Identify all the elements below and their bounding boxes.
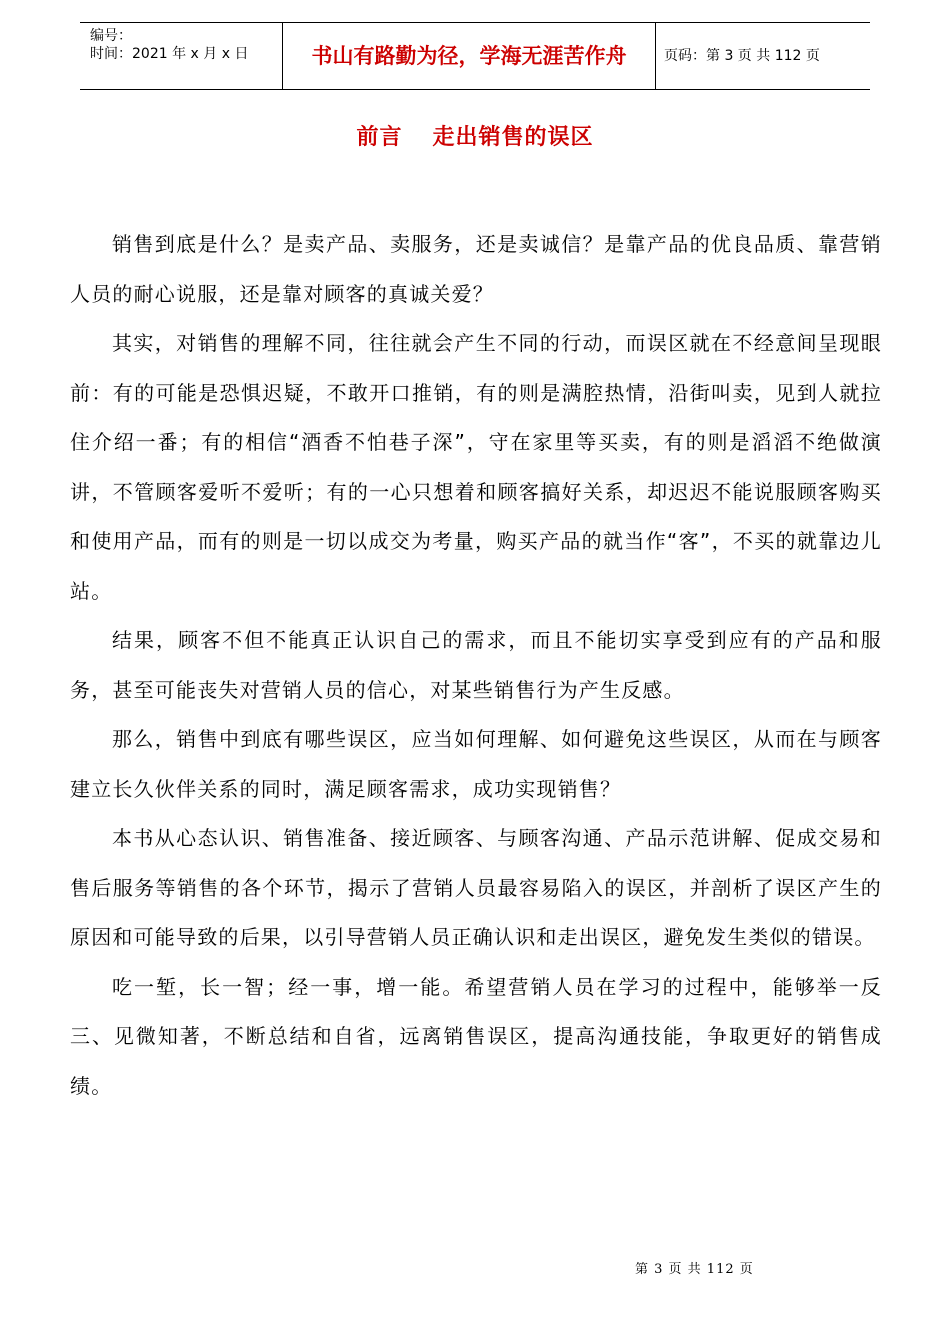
page-footer: 第 3 页 共 112 页 xyxy=(635,1262,754,1277)
title-part-main: 走出销售的误区 xyxy=(432,125,594,150)
header-meta xyxy=(80,23,282,89)
paragraph-4: 那么，销售中到底有哪些误区，应当如何理解、如何避免这些误区，从而在与顾客建立长久伙伴关系的同时，满足顾客需求，成功实现销售？ xyxy=(70,727,882,801)
paragraph-2: 其实，对销售的理解不同，往往就会产生不同的行动，而误区就在不经意间呈现眼前：有的可能是恐惧迟疑，不敢开口推销，有的则是满腔热情，沿街叫卖，见到人就拉住介绍一番；有的相信“酒香不怕巷子深”，守在家里等买卖，有的则是滔滔不绝做演讲，不管顾客爱听不爱听；有的一心只想着和顾客搞好关系，却迟迟不能说服顾客购买和使用产品，而有的则是一切以成交为考量，购买产品的就当作“客”，不买的就靠边儿站。 xyxy=(70,331,882,603)
page-header xyxy=(80,22,870,90)
paragraph-6: 吃一堑，长一智；经一事，增一能。希望营销人员在学习的过程中，能够举一反三、见微知著，不断总结和自省，远离销售误区，提高沟通技能，争取更好的销售成绩。 xyxy=(70,974,882,1098)
header-page-info: 页码：第 3 页 共 112 页 xyxy=(664,48,820,64)
preface-body xyxy=(70,220,882,1111)
paragraph-5: 本书从心态认识、销售准备、接近顾客、与顾客沟通、产品示范讲解、促成交易和售后服务等销售的各个环节，揭示了营销人员最容易陷入的误区，并剖析了误区产生的原因和可能导致的后果，以引导营销人员正确认识和走出误区，避免发生类似的错误。 xyxy=(70,826,882,949)
paragraph-1: 销售到底是什么？是卖产品、卖服务，还是卖诚信？是靠产品的优良品质、靠营销人员的耐心说服，还是靠对顾客的真诚关爱？ xyxy=(70,232,882,306)
paragraph-3: 结果，顾客不但不能真正认识自己的需求，而且不能切实享受到应有的产品和服务，甚至可能丧失对营销人员的信心，对某些销售行为产生反感。 xyxy=(70,628,882,702)
document-number-label: 编号： xyxy=(90,28,132,44)
page-title xyxy=(0,122,950,154)
document-time-label: 时间：2021 年 x 月 x 日 xyxy=(90,46,249,62)
header-motto: 书山有路勤为径，学海无涯苦作舟 xyxy=(282,23,656,89)
title-part-preface: 前言 xyxy=(356,125,403,150)
